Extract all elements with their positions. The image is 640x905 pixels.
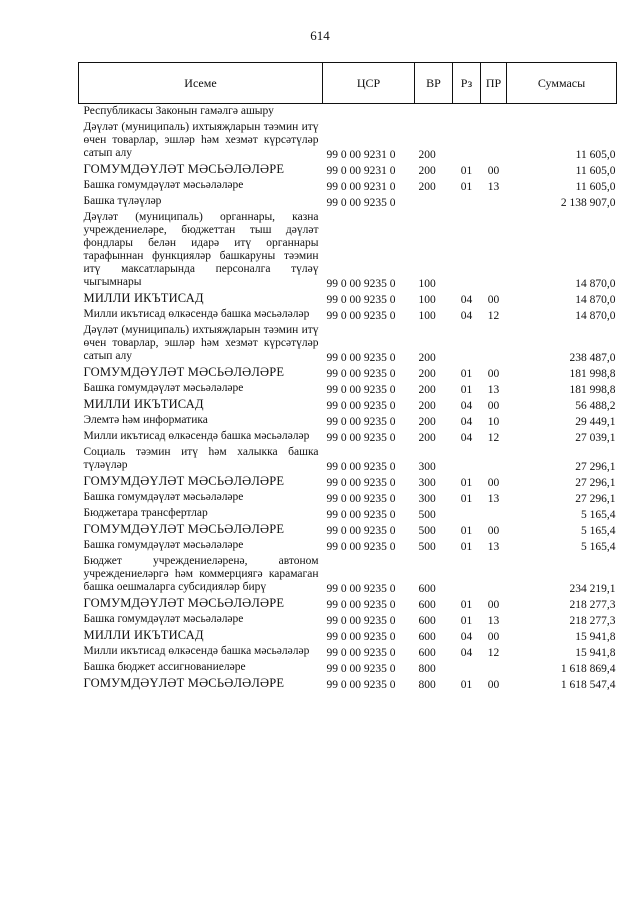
table-row (79, 365, 617, 381)
cell-name: Башка түләүләр (83, 195, 162, 207)
table-row (79, 178, 617, 194)
cell-sum: 2 138 907,0 (560, 197, 616, 209)
cell-pr: 00 (487, 294, 500, 306)
table-row (79, 291, 617, 307)
header-br: ВР (415, 63, 453, 104)
cell-rz (453, 210, 481, 291)
cell-rz: 01 (460, 368, 473, 380)
cell-sum: 1 618 547,4 (560, 679, 616, 691)
cell-csr: 99 0 00 9235 0 (326, 541, 396, 553)
cell-rz: 01 (460, 384, 473, 396)
cell-sum: 181 998,8 (569, 368, 616, 380)
cell-pr: 00 (487, 400, 500, 412)
cell-pr: 00 (487, 165, 500, 177)
table-row (79, 538, 617, 554)
cell-csr: 99 0 00 9235 0 (326, 384, 396, 396)
header-rz: Рз (453, 63, 481, 104)
cell-rz: 04 (460, 416, 473, 428)
table-row (79, 660, 617, 676)
cell-name: МИЛЛИ ИКЪТИСАД (83, 628, 204, 642)
cell-csr: 99 0 00 9235 0 (326, 432, 396, 444)
cell-csr: 99 0 00 9235 0 (326, 631, 396, 643)
cell-sum: 14 870,0 (575, 278, 616, 290)
table-row (79, 210, 617, 291)
cell-pr: 10 (487, 416, 500, 428)
cell-name: МИЛЛИ ИКЪТИСАД (83, 397, 204, 411)
cell-br: 800 (418, 679, 436, 691)
cell-csr: 99 0 00 9235 0 (326, 663, 396, 675)
cell-name: Бюджет учреждениеләренә, автоном учреждениеләргә һәм коммерциягә карамаган башка оешмаларга субсидияләр бирү (83, 555, 319, 593)
cell-csr: 99 0 00 9235 0 (326, 352, 396, 364)
cell-pr: 00 (487, 525, 500, 537)
cell-sum: 218 277,3 (569, 615, 616, 627)
table-row (79, 644, 617, 660)
cell-rz: 01 (460, 541, 473, 553)
cell-csr: 99 0 00 9235 0 (326, 310, 396, 322)
cell-br: 100 (418, 294, 436, 306)
cell-br: 200 (418, 384, 436, 396)
cell-name: Башка гомумдәүләт мәсьәләләре (83, 382, 244, 394)
table-row (79, 323, 617, 365)
cell-br: 500 (418, 525, 436, 537)
cell-rz: 04 (460, 400, 473, 412)
header-name: Исеме (79, 63, 323, 104)
cell-name: Милли икътисад өлкәсендә башка мәсьәләләр (83, 430, 310, 442)
cell-sum: 11 605,0 (575, 149, 616, 161)
cell-pr: 13 (487, 181, 500, 193)
table-row (79, 628, 617, 644)
cell-rz: 04 (460, 432, 473, 444)
cell-name: Милли икътисад өлкәсендә башка мәсьәләләр (83, 645, 310, 657)
table-row (79, 612, 617, 628)
table-row (79, 120, 617, 162)
cell-sum: 218 277,3 (569, 599, 616, 611)
cell-name: Социаль тәэмин итү һәм халыкка башка түләүләр (83, 446, 319, 471)
cell-name: Дәүләт (муниципаль) ихтыяҗларын тәэмин итү өчен товарлар, эшләр һәм хезмәт күрсәтүләр сатып алу (83, 121, 319, 159)
cell-rz (453, 323, 481, 365)
cell-br: 200 (418, 416, 436, 428)
cell-rz: 01 (460, 599, 473, 611)
header-sum: Суммасы (507, 63, 617, 104)
cell-csr: 99 0 00 9231 0 (326, 149, 396, 161)
cell-br: 200 (418, 352, 436, 364)
cell-rz: 01 (460, 165, 473, 177)
cell-name: Дәүләт (муниципаль) ихтыяҗларын тәэмин итү өчен товарлар, эшләр һәм хезмәт күрсәтүләр сатып алу (83, 324, 319, 362)
cell-pr: 12 (487, 432, 500, 444)
cell-pr: 00 (487, 679, 500, 691)
cell-sum: 14 870,0 (575, 294, 616, 306)
cell-sum: 181 998,8 (569, 384, 616, 396)
budget-table (78, 62, 617, 692)
cell-csr: 99 0 00 9235 0 (326, 416, 396, 428)
cell-name: Башка гомумдәүләт мәсьәләләре (83, 539, 244, 551)
cell-br: 600 (418, 615, 436, 627)
cell-csr: 99 0 00 9235 0 (326, 583, 396, 595)
cell-name: Башка гомумдәүләт мәсьәләләре (83, 613, 244, 625)
table-row (79, 676, 617, 692)
cell-br: 800 (418, 663, 436, 675)
cell-pr: 12 (487, 310, 500, 322)
cell-rz (453, 445, 481, 474)
cell-csr: 99 0 00 9235 0 (326, 477, 396, 489)
cell-name: ГОМУМДӘҮЛӘТ МӘСЬӘЛӘЛӘРЕ (83, 676, 285, 690)
cell-pr (481, 104, 507, 121)
cell-pr: 13 (487, 615, 500, 627)
table-row (79, 522, 617, 538)
cell-br: 600 (418, 583, 436, 595)
cell-br: 200 (418, 149, 436, 161)
cell-rz: 01 (460, 493, 473, 505)
cell-sum: 5 165,4 (581, 509, 616, 521)
cell-csr: 99 0 00 9235 0 (326, 599, 396, 611)
cell-br: 200 (418, 368, 436, 380)
cell-pr: 13 (487, 541, 500, 553)
cell-name: Башка гомумдәүләт мәсьәләләре (83, 491, 244, 503)
cell-br: 600 (418, 631, 436, 643)
header-pr: ПР (481, 63, 507, 104)
cell-sum: 11 605,0 (575, 181, 616, 193)
cell-name: ГОМУМДӘҮЛӘТ МӘСЬӘЛӘЛӘРЕ (83, 596, 285, 610)
cell-sum: 234 219,1 (569, 583, 616, 595)
cell-br: 300 (418, 477, 436, 489)
cell-name: ГОМУМДӘҮЛӘТ МӘСЬӘЛӘЛӘРЕ (83, 522, 285, 536)
cell-sum (507, 104, 617, 121)
cell-rz: 04 (460, 647, 473, 659)
cell-pr: 13 (487, 493, 500, 505)
cell-name: Башка гомумдәүләт мәсьәләләре (83, 179, 244, 191)
cell-sum: 29 449,1 (575, 416, 616, 428)
cell-name: Дәүләт (муниципаль) органнары, казна учреждениеләре, бюджеттан тыш дәүләт фондлары белән идарә итү органнары тарафыннан функцияләр башкаруны тәэмин итү максатларында персоналга түләү чыгымнары (83, 211, 319, 288)
cell-name: Бюджетара трансфертлар (83, 507, 208, 519)
table-row (79, 490, 617, 506)
table-row (79, 104, 617, 121)
page-number: 614 (310, 28, 330, 43)
cell-csr: 99 0 00 9235 0 (326, 525, 396, 537)
cell-sum: 5 165,4 (581, 541, 616, 553)
cell-name: Республикасы Законын гамәлгә ашыру (83, 105, 274, 117)
cell-csr: 99 0 00 9235 0 (326, 509, 396, 521)
cell-br: 600 (418, 599, 436, 611)
table-row (79, 307, 617, 323)
cell-pr (481, 660, 507, 676)
cell-rz (453, 104, 481, 121)
cell-csr: 99 0 00 9235 0 (326, 294, 396, 306)
table-row (79, 429, 617, 445)
cell-rz (453, 506, 481, 522)
table-header (79, 63, 617, 104)
cell-sum: 238 487,0 (569, 352, 616, 364)
cell-pr (481, 554, 507, 596)
cell-pr: 00 (487, 368, 500, 380)
cell-sum: 27 296,1 (575, 477, 616, 489)
cell-pr: 12 (487, 647, 500, 659)
cell-rz: 04 (460, 631, 473, 643)
cell-br (415, 194, 453, 210)
cell-br: 300 (418, 461, 436, 473)
cell-csr: 99 0 00 9235 0 (326, 493, 396, 505)
cell-br: 500 (418, 509, 436, 521)
table-row (79, 474, 617, 490)
cell-csr: 99 0 00 9235 0 (326, 368, 396, 380)
cell-sum: 11 605,0 (575, 165, 616, 177)
cell-sum: 5 165,4 (581, 525, 616, 537)
cell-csr: 99 0 00 9231 0 (326, 165, 396, 177)
cell-csr: 99 0 00 9235 0 (326, 679, 396, 691)
cell-sum: 14 870,0 (575, 310, 616, 322)
table-row (79, 596, 617, 612)
cell-sum: 27 296,1 (575, 461, 616, 473)
cell-csr: 99 0 00 9235 0 (326, 647, 396, 659)
cell-br: 100 (418, 310, 436, 322)
cell-rz: 01 (460, 525, 473, 537)
cell-pr (481, 120, 507, 162)
table-row (79, 162, 617, 178)
cell-br: 200 (418, 165, 436, 177)
cell-csr: 99 0 00 9235 0 (326, 400, 396, 412)
cell-rz (453, 660, 481, 676)
cell-name: Башка бюджет ассигнованиеләре (83, 661, 246, 673)
cell-br: 500 (418, 541, 436, 553)
header-csr: ЦСР (323, 63, 415, 104)
table-row (79, 554, 617, 596)
cell-name: ГОМУМДӘҮЛӘТ МӘСЬӘЛӘЛӘРЕ (83, 162, 285, 176)
cell-br: 300 (418, 493, 436, 505)
cell-sum: 15 941,8 (575, 647, 616, 659)
cell-csr (323, 104, 415, 121)
cell-csr: 99 0 00 9235 0 (326, 197, 396, 209)
cell-name: Элемтә һәм информатика (83, 414, 208, 426)
cell-pr (481, 506, 507, 522)
cell-br: 200 (418, 181, 436, 193)
cell-rz: 04 (460, 294, 473, 306)
cell-pr: 00 (487, 477, 500, 489)
cell-csr: 99 0 00 9235 0 (326, 461, 396, 473)
cell-sum: 27 296,1 (575, 493, 616, 505)
cell-pr (481, 194, 507, 210)
cell-pr: 13 (487, 384, 500, 396)
cell-rz: 01 (460, 679, 473, 691)
cell-rz: 01 (460, 181, 473, 193)
cell-name: МИЛЛИ ИКЪТИСАД (83, 291, 204, 305)
cell-rz: 04 (460, 310, 473, 322)
cell-sum: 56 488,2 (575, 400, 616, 412)
cell-pr: 00 (487, 599, 500, 611)
cell-name: Милли икътисад өлкәсендә башка мәсьәләләр (83, 308, 310, 320)
cell-pr (481, 445, 507, 474)
cell-sum: 15 941,8 (575, 631, 616, 643)
cell-name: ГОМУМДӘҮЛӘТ МӘСЬӘЛӘЛӘРЕ (83, 365, 285, 379)
table-row (79, 413, 617, 429)
cell-csr: 99 0 00 9231 0 (326, 181, 396, 193)
cell-pr (481, 210, 507, 291)
table-body (79, 104, 617, 693)
cell-name: ГОМУМДӘҮЛӘТ МӘСЬӘЛӘЛӘРЕ (83, 474, 285, 488)
table-row (79, 194, 617, 210)
cell-rz (453, 554, 481, 596)
cell-rz (453, 120, 481, 162)
cell-br: 600 (418, 647, 436, 659)
cell-br: 100 (418, 278, 436, 290)
table-row (79, 445, 617, 474)
cell-br: 200 (418, 432, 436, 444)
cell-rz: 01 (460, 615, 473, 627)
cell-sum: 27 039,1 (575, 432, 616, 444)
table-row (79, 506, 617, 522)
cell-csr: 99 0 00 9235 0 (326, 278, 396, 290)
table-row (79, 397, 617, 413)
cell-br (415, 104, 453, 121)
cell-pr: 00 (487, 631, 500, 643)
cell-rz (453, 194, 481, 210)
cell-sum: 1 618 869,4 (560, 663, 616, 675)
cell-rz: 01 (460, 477, 473, 489)
cell-br: 200 (418, 400, 436, 412)
cell-pr (481, 323, 507, 365)
table-row (79, 381, 617, 397)
cell-csr: 99 0 00 9235 0 (326, 615, 396, 627)
